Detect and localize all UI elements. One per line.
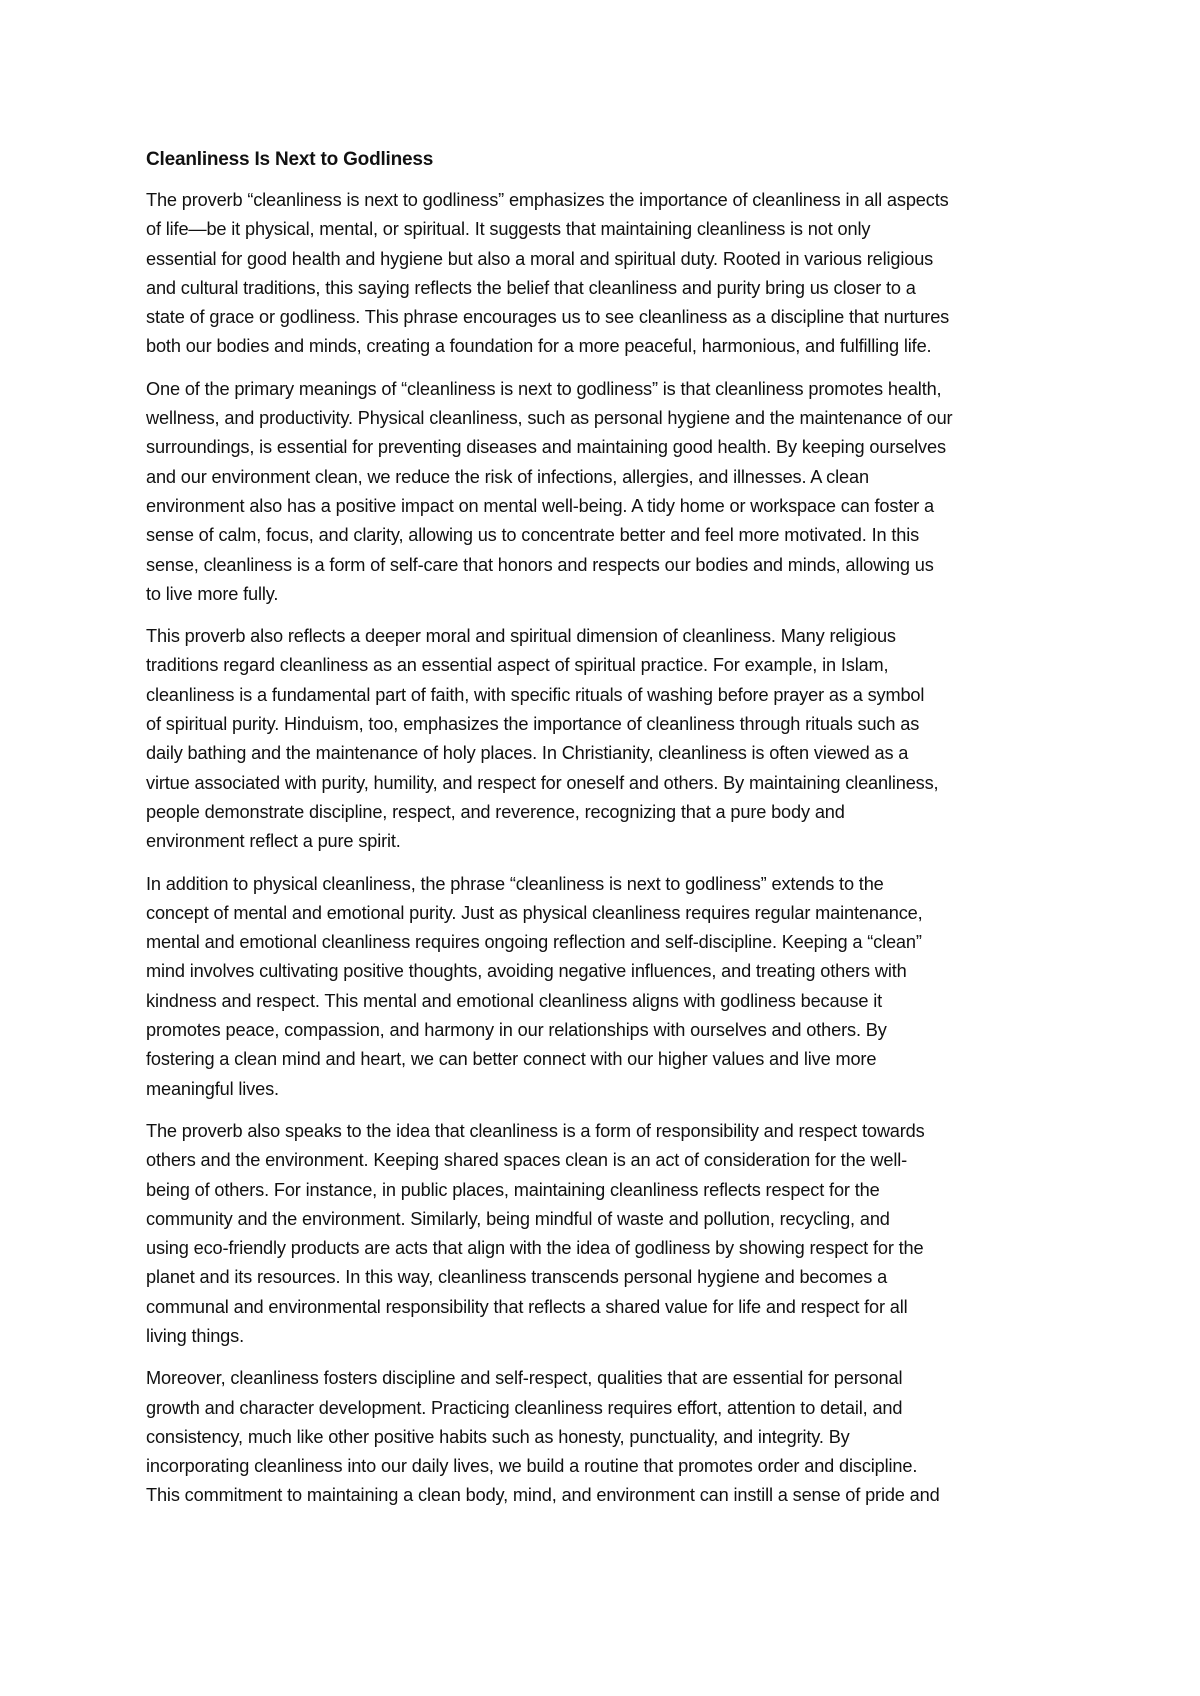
- text-line: wellness, and productivity. Physical cleanliness, such as personal hygiene and the maintenance of our: [146, 408, 953, 429]
- document-title: Cleanliness Is Next to Godliness: [146, 149, 434, 170]
- text-line: The proverb “cleanliness is next to godliness” emphasizes the importance of cleanliness in all aspects: [146, 190, 949, 210]
- paragraph: [146, 375, 1066, 609]
- paragraph: [146, 186, 1066, 362]
- text-line: of life—be it physical, mental, or spiritual. It suggests that maintaining cleanliness is not only: [146, 219, 871, 240]
- text-line: daily bathing and the maintenance of holy places. In Christianity, cleanliness is often viewed as a: [146, 743, 909, 764]
- text-line: to live more fully.: [146, 583, 279, 604]
- paragraph: [146, 870, 1066, 1104]
- paragraph: [146, 1364, 1066, 1510]
- text-line: and our environment clean, we reduce the risk of infections, allergies, and illnesses. A clean: [146, 466, 869, 487]
- text-line: both our bodies and minds, creating a foundation for a more peaceful, harmonious, and fulfilling life.: [146, 336, 932, 357]
- text-line: consistency, much like other positive habits such as honesty, punctuality, and integrity. By: [146, 1426, 850, 1447]
- text-line: cleanliness is a fundamental part of faith, with specific rituals of washing before prayer as a symbol: [146, 684, 925, 705]
- text-line: kindness and respect. This mental and emotional cleanliness aligns with godliness because it: [146, 990, 883, 1011]
- text-line: others and the environment. Keeping shared spaces clean is an act of consideration for the well-: [146, 1150, 908, 1171]
- text-line: sense, cleanliness is a form of self-care that honors and respects our bodies and minds, allowing us: [146, 554, 934, 575]
- text-line: traditions regard cleanliness as an essential aspect of spiritual practice. For example, in Islam,: [146, 655, 889, 676]
- text-line: This proverb also reflects a deeper moral and spiritual dimension of cleanliness. Many religious: [146, 626, 896, 647]
- text-line: essential for good health and hygiene but also a moral and spiritual duty. Rooted in various religious: [146, 248, 934, 269]
- text-line: people demonstrate discipline, respect, and reverence, recognizing that a pure body and: [146, 801, 845, 822]
- text-line: sense of calm, focus, and clarity, allowing us to concentrate better and feel more motivated. In this: [146, 525, 920, 546]
- text-line: environment also has a positive impact on mental well-being. A tidy home or workspace can foster a: [146, 495, 934, 516]
- text-line: virtue associated with purity, humility, and respect for oneself and others. By maintaining cleanliness,: [146, 772, 939, 793]
- text-line: surroundings, is essential for preventing diseases and maintaining good health. By keeping ourselves: [146, 437, 946, 458]
- text-line: incorporating cleanliness into our daily lives, we build a routine that promotes order and discipline.: [146, 1456, 918, 1477]
- text-line: state of grace or godliness. This phrase encourages us to see cleanliness as a discipline that nurtures: [146, 307, 950, 328]
- text-line: living things.: [146, 1325, 244, 1346]
- text-line: fostering a clean mind and heart, we can better connect with our higher values and live more: [146, 1049, 877, 1070]
- paragraph: [146, 1117, 1066, 1351]
- text-line: being of others. For instance, in public places, maintaining cleanliness reflects respect for the: [146, 1179, 880, 1200]
- text-line: meaningful lives.: [146, 1078, 279, 1099]
- text-line: of spiritual purity. Hinduism, too, emphasizes the importance of cleanliness through rituals such as: [146, 714, 920, 735]
- document-page: [146, 146, 1066, 1524]
- text-line: promotes peace, compassion, and harmony in our relationships with ourselves and others. By: [146, 1020, 887, 1041]
- text-line: concept of mental and emotional purity. Just as physical cleanliness requires regular maintenance,: [146, 902, 923, 923]
- paragraph: [146, 622, 1066, 856]
- text-line: In addition to physical cleanliness, the phrase “cleanliness is next to godliness” extends to the: [146, 873, 884, 894]
- text-line: environment reflect a pure spirit.: [146, 831, 401, 852]
- text-line: mental and emotional cleanliness requires ongoing reflection and self-discipline. Keeping a “clean”: [146, 932, 922, 953]
- text-line: The proverb also speaks to the idea that cleanliness is a form of responsibility and respect towards: [146, 1120, 925, 1141]
- text-line: using eco-friendly products are acts that align with the idea of godliness by showing respect for the: [146, 1238, 924, 1259]
- text-line: community and the environment. Similarly, being mindful of waste and pollution, recycling, and: [146, 1208, 890, 1229]
- text-line: mind involves cultivating positive thoughts, avoiding negative influences, and treating others with: [146, 961, 907, 982]
- text-line: communal and environmental responsibility that reflects a shared value for life and respect for all: [146, 1296, 908, 1317]
- text-line: planet and its resources. In this way, cleanliness transcends personal hygiene and becomes a: [146, 1267, 888, 1288]
- text-line: One of the primary meanings of “cleanliness is next to godliness” is that cleanliness promotes health,: [146, 378, 942, 399]
- text-line: This commitment to maintaining a clean body, mind, and environment can instill a sense of pride and: [146, 1485, 940, 1506]
- text-line: Moreover, cleanliness fosters discipline and self-respect, qualities that are essential for personal: [146, 1368, 903, 1389]
- document-body: [146, 186, 1066, 1511]
- text-line: and cultural traditions, this saying reflects the belief that cleanliness and purity bring us closer to a: [146, 277, 916, 298]
- text-line: growth and character development. Practicing cleanliness requires effort, attention to detail, and: [146, 1397, 903, 1418]
